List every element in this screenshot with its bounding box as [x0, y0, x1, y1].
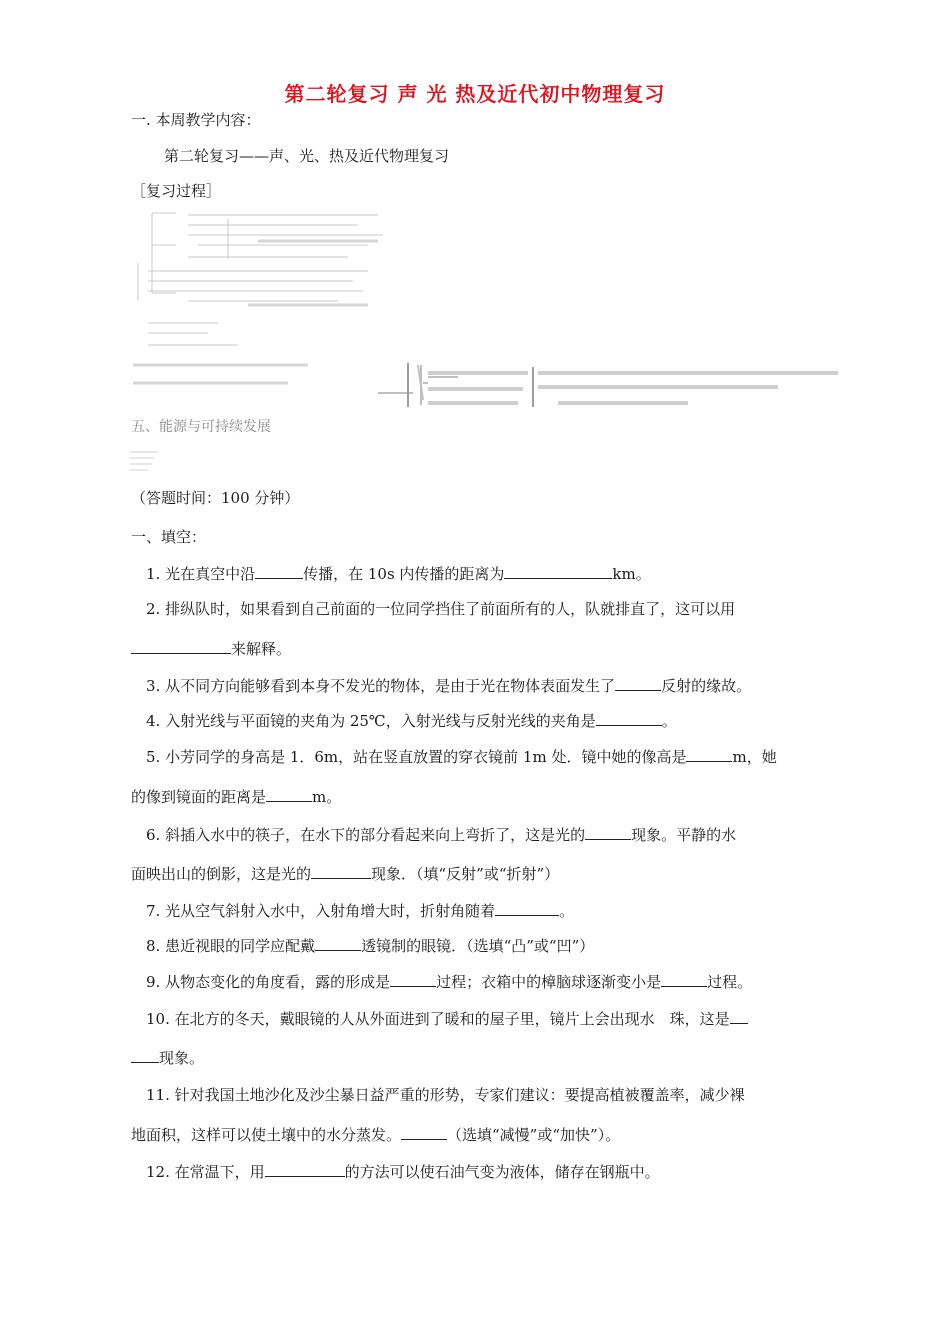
question-1: 1. 光在真空中沿 传播，在 10s 内传播的距离为 km。	[146, 565, 651, 583]
process-label: ［复习过程］	[131, 182, 222, 200]
answer-blank[interactable]	[255, 563, 303, 579]
time-note: （答题时间：100 分钟）	[131, 489, 300, 507]
answer-blank[interactable]	[131, 638, 231, 654]
answer-blank[interactable]	[686, 746, 732, 762]
question-9: 9. 从物态变化的角度看，露的形成是 过程；衣箱中的樟脑球逐渐变小是 过程。	[146, 973, 753, 991]
answer-blank[interactable]	[615, 675, 661, 691]
answer-blank[interactable]	[596, 710, 662, 726]
question-6-cont: 面映出山的倒影，这是光的 现象．（填“反射”或“折射”）	[131, 865, 560, 883]
question-6: 6. 斜插入水中的筷子，在水下的部分看起来向上弯折了，这是光的 现象。平静的水	[146, 826, 737, 844]
question-2: 2. 排纵队时，如果看到自己前面的一位同学挡住了前面所有的人，队就排直了，这可以用	[146, 600, 736, 618]
question-5: 5. 小芳同学的身高是 1．6m，站在竖直放置的穿衣镜前 1m 处．镜中她的像高是 m，她	[146, 748, 777, 766]
question-11: 11. 针对我国土地沙化及沙尘暴日益严重的形势，专家们建议：要提高植被覆盖率，减少裸	[146, 1086, 745, 1104]
concept-map-figure	[128, 205, 848, 410]
question-11-cont: 地面积，这样可以使土壤中的水分蒸发。 （选填“减慢”或“加快”）。	[131, 1126, 621, 1144]
section-heading: 一. 本周教学内容：	[131, 111, 261, 129]
question-7: 7. 光从空气斜射入水中，入射角增大时，折射角随着 。	[146, 902, 575, 920]
page-title: 第二轮复习 声 光 热及近代初中物理复习	[284, 82, 666, 106]
question-10: 10. 在北方的冬天，戴眼镜的人从外面进到了暖和的屋子里，镜片上会出现水 珠，这是	[146, 1008, 748, 1029]
answer-blank[interactable]	[730, 1008, 748, 1024]
answer-blank[interactable]	[265, 1161, 345, 1177]
answer-blank[interactable]	[266, 786, 312, 802]
question-4: 4. 入射光线与平面镜的夹角为 25℃，入射光线与反射光线的夹角是 。	[146, 712, 677, 730]
answer-blank[interactable]	[495, 900, 559, 916]
answer-blank[interactable]	[504, 563, 612, 579]
answer-blank[interactable]	[315, 935, 361, 951]
answer-blank[interactable]	[390, 971, 436, 987]
question-3: 3. 从不同方向能够看到本身不发光的物体，是由于光在物体表面发生了 反射的缘故。	[146, 677, 752, 695]
fill-heading: 一、填空：	[131, 528, 207, 546]
energy-heading: 五、能源与可持续发展	[131, 419, 271, 435]
answer-blank[interactable]	[311, 863, 371, 879]
answer-blank[interactable]	[401, 1124, 447, 1140]
question-2-cont: 来解释。	[131, 638, 291, 659]
answer-blank[interactable]	[131, 1047, 159, 1063]
section-content: 第二轮复习——声、光、热及近代物理复习	[164, 147, 450, 165]
question-10-cont: 现象。	[131, 1047, 204, 1068]
question-12: 12. 在常温下，用 的方法可以使石油气变为液体，储存在钢瓶中。	[146, 1163, 660, 1181]
answer-blank[interactable]	[585, 824, 631, 840]
question-8: 8. 患近视眼的同学应配戴 透镜制的眼镜．（选填“凸”或“凹”）	[146, 937, 595, 955]
answer-blank[interactable]	[661, 971, 707, 987]
energy-figure	[128, 448, 168, 472]
question-5-cont: 的像到镜面的距离是 m。	[131, 788, 342, 806]
